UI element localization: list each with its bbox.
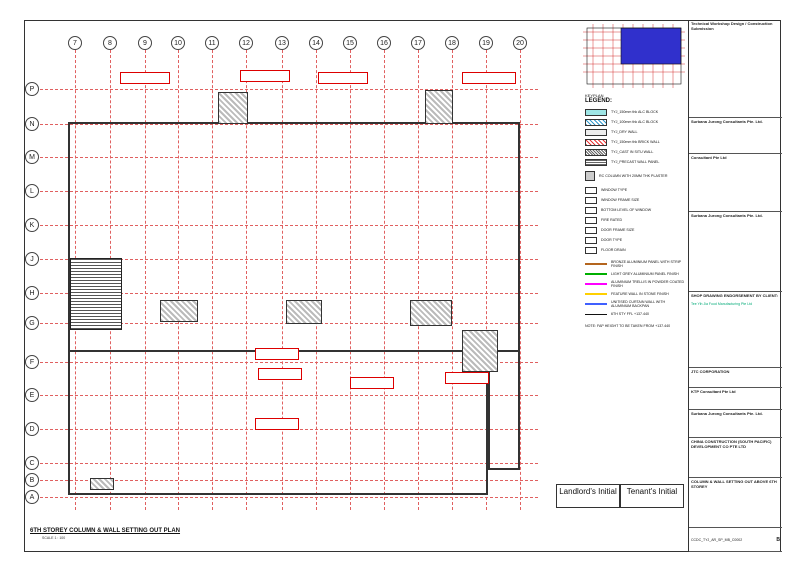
legend-swatch [585, 293, 607, 295]
column-grid-label: 19 [479, 36, 493, 50]
legend [585, 88, 685, 331]
row-grid-line [40, 89, 538, 90]
legend-swatch [585, 283, 607, 285]
row-grid-label: D [25, 422, 39, 436]
column-grid-label: 16 [377, 36, 391, 50]
column-grid-label: 14 [309, 36, 323, 50]
keyplan-label: KEYPLAN [585, 93, 604, 98]
legend-row: TYJ_PRECAST WALL PANEL [585, 157, 685, 167]
legend-swatch [585, 314, 607, 315]
core-centre [286, 300, 322, 324]
column-grid-label: 8 [103, 36, 117, 50]
annotation-callout [255, 348, 299, 360]
legend-swatch [585, 247, 597, 254]
tb-client-3: KTP Consultant Pte Ltd [689, 388, 782, 410]
annotation-callout [120, 72, 170, 84]
column-grid-label: 15 [343, 36, 357, 50]
legend-swatch [585, 139, 607, 146]
legend-swatch [585, 149, 607, 156]
legend-swatch [585, 109, 607, 116]
plan-title: 6TH STOREY COLUMN & WALL SETTING OUT PLAN [30, 528, 181, 534]
legend-swatch [585, 119, 607, 126]
column-grid-label: 17 [411, 36, 425, 50]
tb-drawing-no [689, 528, 782, 552]
tb-endorsement: SHOP DRAWING ENDORSEMENT BY CLIENT: Tee Yih Jia Food Manufacturing Pte Ltd [689, 292, 782, 368]
legend-swatch [585, 217, 597, 224]
legend-row: TYJ_DRY WALL [585, 127, 685, 137]
legend-swatch [585, 273, 607, 275]
tenant-initial-box: Tenant's Initial [620, 484, 684, 508]
tb-consultant-2: Consultant Pte Ltd [689, 154, 782, 212]
title-block [688, 20, 781, 552]
legend-row: TYJ_150mm thk ALC BLOCK [585, 107, 685, 117]
legend-swatch [585, 237, 597, 244]
annotation-callout [350, 377, 394, 389]
row-grid-label: F [25, 355, 39, 369]
legend-row: RC COLUMN WITH 20MM THK PLASTER [585, 171, 685, 181]
legend-tag-row: DOOR FRAME SIZE [585, 225, 685, 235]
legend-tag-row: WINDOW FRAME SIZE [585, 195, 685, 205]
row-grid-line [40, 497, 538, 498]
column-grid-line [520, 50, 521, 510]
core-south [90, 478, 114, 490]
legend-swatch [585, 263, 607, 265]
column-grid-label: 9 [138, 36, 152, 50]
legend-finish-row: FEATURE WALL IN STONE FINISH [585, 289, 685, 299]
legend-finish-row: UNITISED CURTAIN WALL WITH ALUMINIUM BACKPAN [585, 299, 685, 309]
legend-title: LEGEND: [585, 98, 612, 104]
legend-finish-row: BRONZE ALUMINIUM PANEL WITH STRIP FINISH [585, 259, 685, 269]
row-grid-label: M [25, 150, 39, 164]
row-grid-label: K [25, 218, 39, 232]
tb-consultant-3: Surbana Jurong Consultants Pte. Ltd. [689, 212, 782, 292]
legend-finish-row: 6TH STY FFL +137.440 [585, 309, 685, 319]
legend-swatch [585, 197, 597, 204]
legend-row: TYJ_100mm thk ALC BLOCK [585, 117, 685, 127]
tb-drawing-title: COLUMN & WALL SETTING OUT ABOVE 6TH STOREY [689, 478, 782, 528]
lift-core-west [70, 258, 122, 330]
row-grid-label: C [25, 456, 39, 470]
column-grid-label: 11 [205, 36, 219, 50]
legend-swatch [585, 129, 607, 136]
row-grid-label: P [25, 82, 39, 96]
legend-swatch [585, 187, 597, 194]
row-grid-label: J [25, 252, 39, 266]
plan-scale: SCALE 1 : 100 [42, 536, 66, 540]
annotation-callout [258, 368, 302, 380]
row-grid-label: L [25, 184, 39, 198]
row-grid-label: N [25, 117, 39, 131]
core-centre-east [410, 300, 452, 326]
annotation-callout [255, 418, 299, 430]
tb-contractor: CHINA CONSTRUCTION (SOUTH PACIFIC) DEVELOPMENT CO PTE LTD [689, 438, 782, 478]
tb-client-1: JTC CORPORATION [689, 368, 782, 388]
legend-finish-row: LIGHT GREY ALUMINIUM PANEL FINISH [585, 269, 685, 279]
legend-swatch [585, 227, 597, 234]
core-centre-west [160, 300, 198, 322]
annotation-callout [445, 372, 489, 384]
legend-swatch [585, 159, 607, 166]
row-grid-label: A [25, 490, 39, 504]
row-grid-label: B [25, 473, 39, 487]
row-grid-label: H [25, 286, 39, 300]
row-grid-label: G [25, 316, 39, 330]
tb-header: Technical Workshop Design / Construction Submission [689, 20, 782, 118]
revision: B [776, 536, 780, 543]
legend-tag-row: FLOOR DRAIN [585, 245, 685, 255]
legend-tag-row: DOOR TYPE [585, 235, 685, 245]
row-grid-label: E [25, 388, 39, 402]
legend-row: TYJ_150mm thk BRICK WALL [585, 137, 685, 147]
legend-finish-row: ALUMINIUM TRELLIS IN POWDER COATED FINISH [585, 279, 685, 289]
legend-swatch [585, 171, 595, 181]
stair-core-north-west [218, 92, 248, 124]
tb-consultant-1: Surbana Jurong Consultants Pte. Ltd. [689, 118, 782, 154]
annotation-callout [240, 70, 290, 82]
column-grid-label: 7 [68, 36, 82, 50]
core-south-east [462, 330, 498, 372]
tb-client-2: Tee Yih Jia Food Manufacturing Pte Ltd [691, 302, 753, 306]
landlord-initial-box: Landlord's Initial [556, 484, 620, 508]
legend-row: TYJ_CAST IN SITU WALL [585, 147, 685, 157]
legend-tag-row: FIRE RATED [585, 215, 685, 225]
tb-client-4: Surbana Jurong Consultants Pte. Ltd. [689, 410, 782, 438]
column-grid-label: 18 [445, 36, 459, 50]
column-grid-label: 10 [171, 36, 185, 50]
column-grid-label: 20 [513, 36, 527, 50]
stair-core-north-east [425, 90, 453, 124]
annotation-callout [318, 72, 368, 84]
drawing-number: CCDC_TYJ_AR_SP_MB_C0002 [691, 537, 743, 542]
keyplan-diagram [583, 24, 685, 88]
legend-swatch [585, 303, 607, 305]
legend-swatch [585, 207, 597, 214]
annotation-callout [462, 72, 516, 84]
column-grid-label: 12 [239, 36, 253, 50]
column-grid-label: 13 [275, 36, 289, 50]
legend-tag-row: BOTTOM LEVEL OF WINDOW [585, 205, 685, 215]
legend-tag-row: WINDOW TYPE [585, 185, 685, 195]
legend-note: NOTE: FAP HEIGHT TO BE TAKEN FROM +137.440 [585, 324, 671, 328]
